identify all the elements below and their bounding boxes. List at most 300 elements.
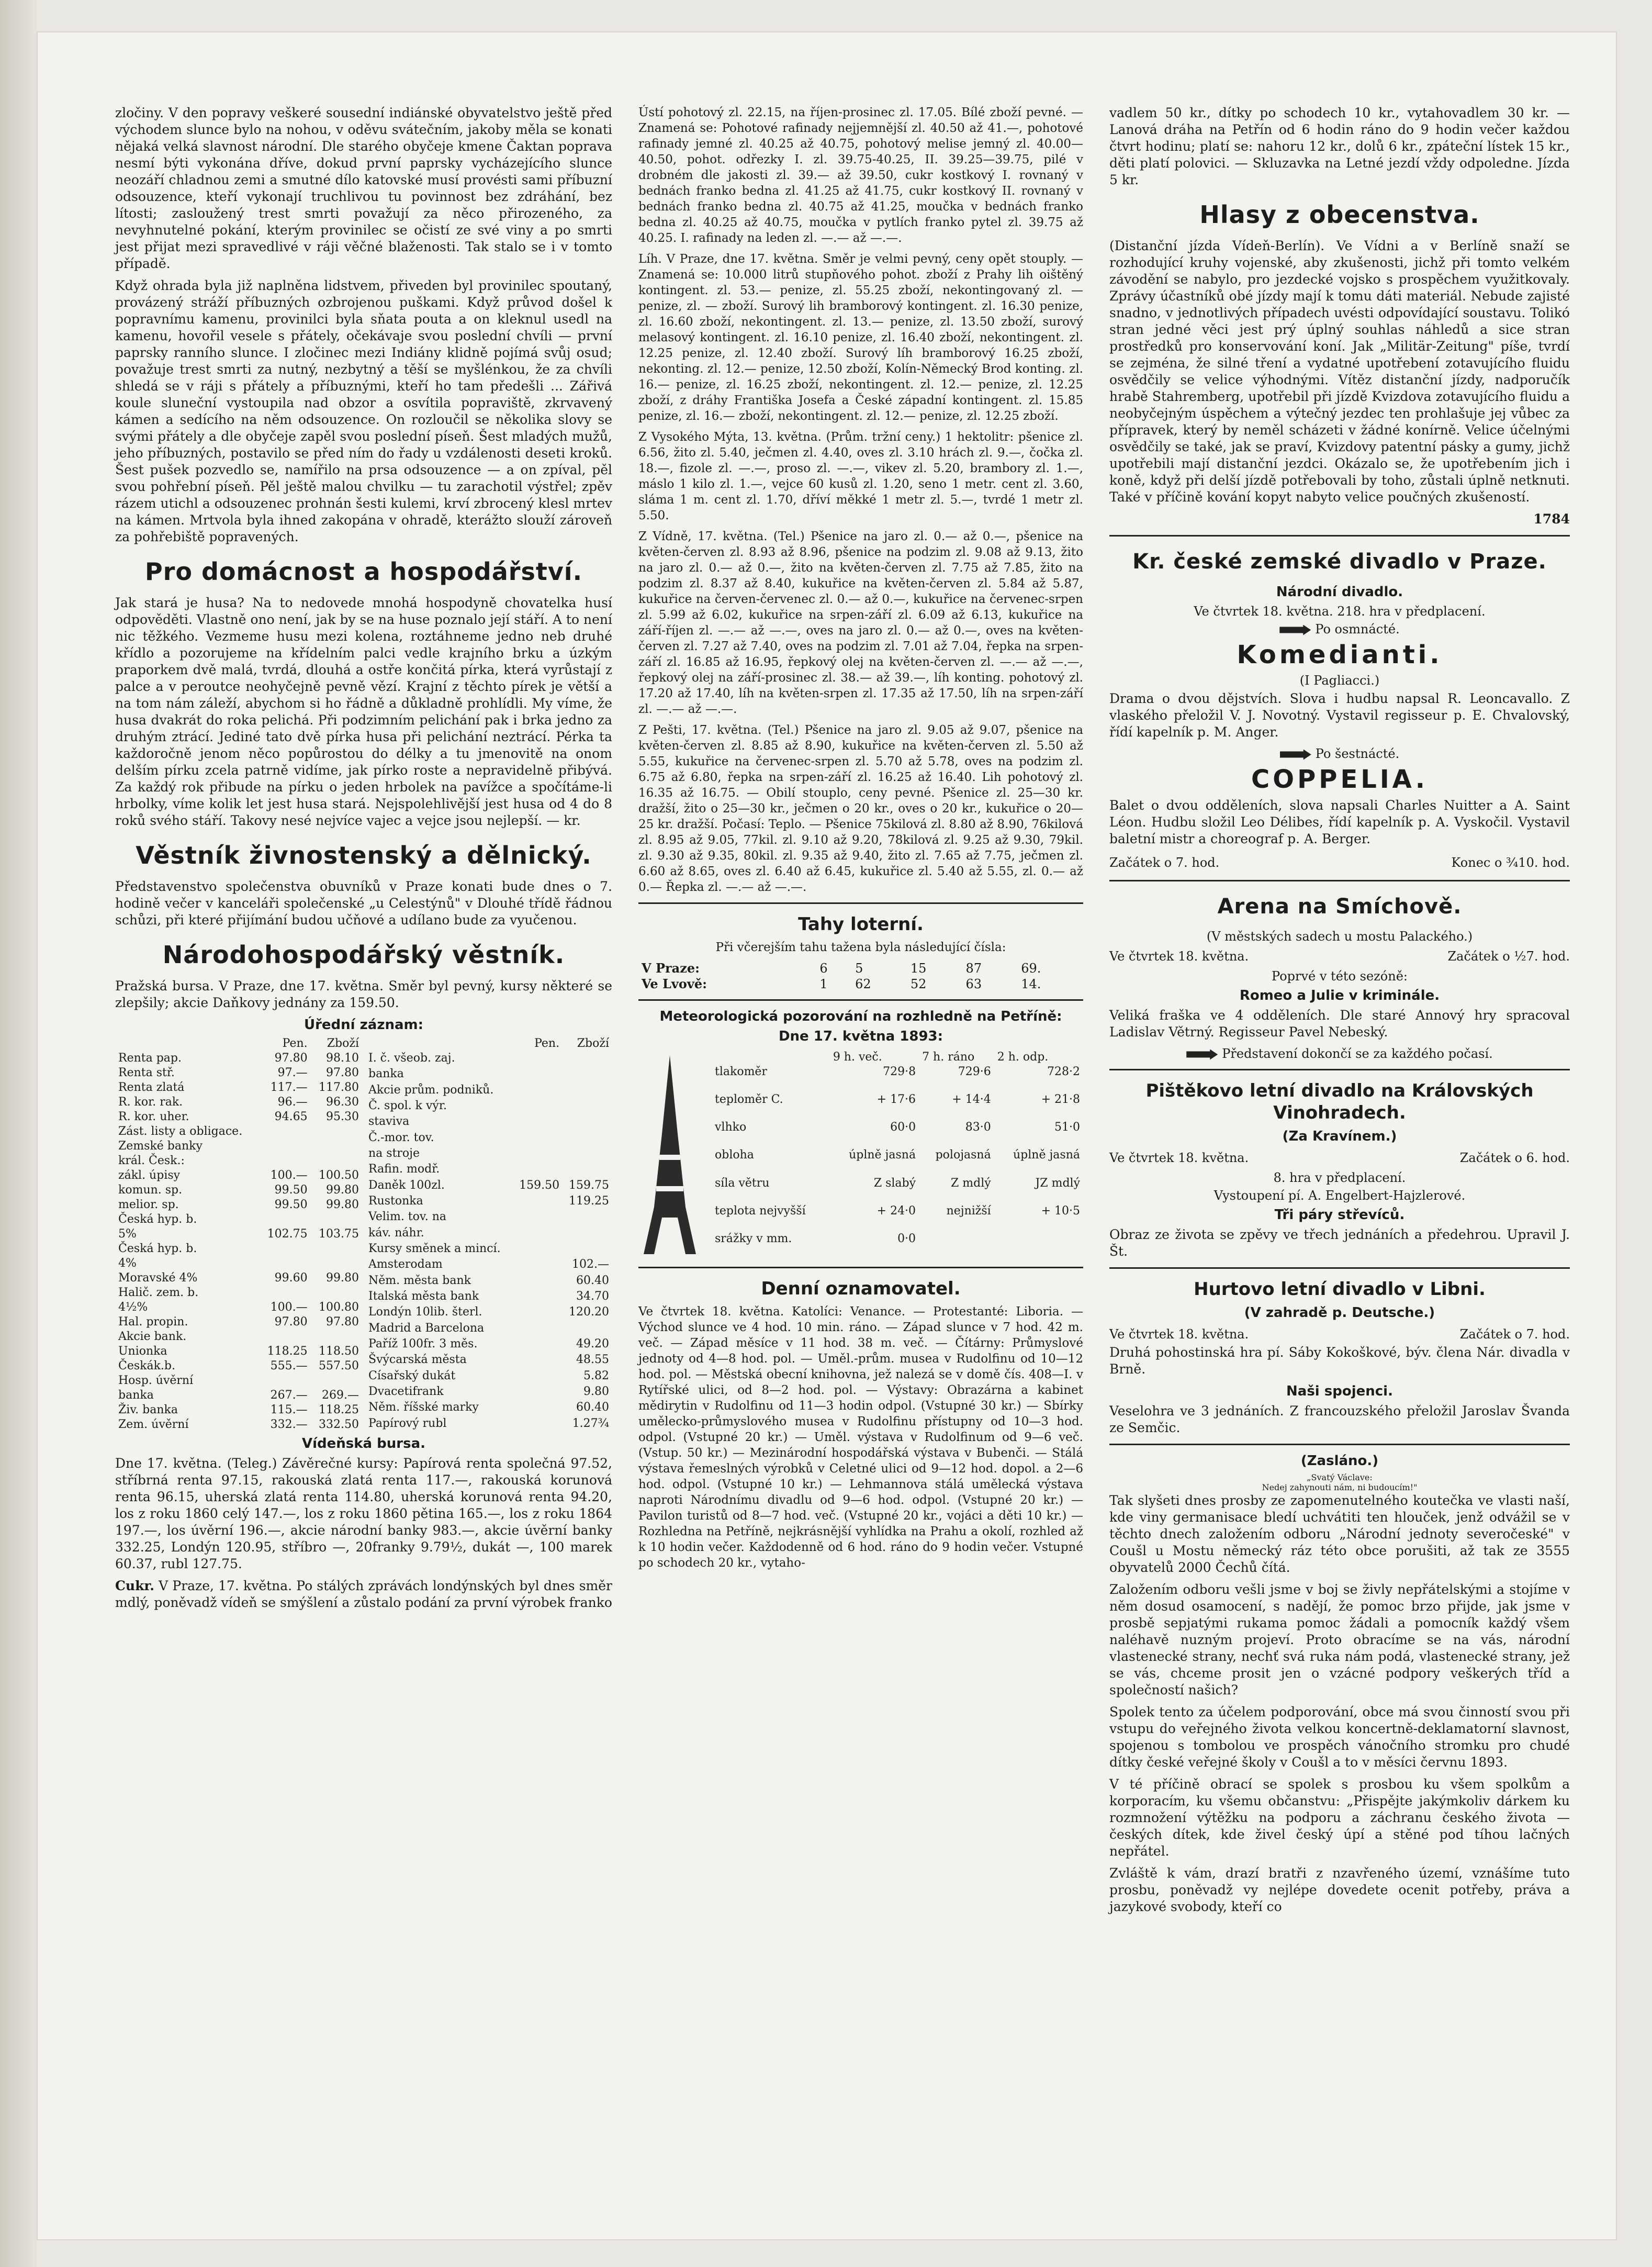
bourse-left-cell: 97.80	[326, 1315, 359, 1328]
lottery-number: 14.	[1021, 977, 1041, 991]
sent-paragraph-3: Spolek tento za účelem podporování, obce má svou činností svou při vstupu do veřejného života velkou koncertně-deklamatorní slavnost, spojenou s tombolou ve prospěch vánočního stromku pro chudé dítky české veřejné školy v Coušl a to v měsíci červnu 1893.	[1109, 1704, 1570, 1770]
bourse-left-cell: 97.—	[277, 1066, 308, 1079]
bourse-left-cell	[311, 1124, 362, 1139]
bourse-right-cell	[513, 1146, 563, 1162]
bourse-right-cell	[563, 1099, 612, 1114]
market-paragraph-3: Z Vysokého Mýta, 13. května. (Prům. tržní ceny.) 1 hektolitr: pšenice zl. 6.56, žito zl. 5.40, ječmen zl. 4.40, oves zl. 3.10 hrách zl. 9.—, čočka zl. 18.—, fizole zl. —.—, proso zl. —.—, vikev zl. 5.20, brambory zl. 1.—, máslo 1 kilo zl. 1.—, vejce 60 kusů zl. 1.20, seno 1 metr. cent zl. 3.60, sláma 1 m. cent zl. 1.70, dříví měkké 1 metr zl. 5.—, tvrdé 1 metr zl. 5.50.	[638, 430, 1083, 522]
theatre4-desc2: Veselohra ve 3 jednáních. Z francouzského přeložil Jaroslav Švanda ze Semčic.	[1109, 1403, 1570, 1435]
theatre2-line1: Ve čtvrtek 18. května.	[1109, 949, 1249, 964]
column-1	[115, 105, 612, 1616]
bourse-left-cell: 97.80	[274, 1052, 308, 1065]
theatre1-heading: Kr. české zemské divadlo v Praze.	[1132, 550, 1547, 574]
bourse-right-cell	[563, 1210, 612, 1225]
lottery-number: 87	[965, 961, 982, 976]
theatre2-line2: Poprvé v této sezóně:	[1272, 969, 1408, 984]
bourse-right-cell	[513, 1051, 563, 1067]
bourse-right-cell: Paříž 100fr. 3 měs.	[368, 1337, 478, 1350]
bourse-right-cell: na stroje	[368, 1146, 420, 1160]
bourse-right-row	[365, 1051, 612, 1067]
bourse-left-cell	[311, 1330, 362, 1344]
column-3	[1109, 105, 1570, 1920]
theatre4-start: Začátek o 7. hod.	[1459, 1327, 1570, 1342]
bourse-right-cell: Amsterodam	[368, 1258, 443, 1271]
bourse-right-cell: 9.80	[583, 1384, 609, 1398]
bourse-left-cell: Živ. banka	[118, 1403, 178, 1416]
bourse-left-cell: Moravské 4%	[118, 1271, 198, 1285]
bourse-left-cell	[311, 1256, 362, 1271]
bourse-right-row	[365, 1099, 612, 1114]
bourse-right-row	[365, 1146, 612, 1162]
bourse-right-row	[365, 1400, 612, 1416]
market-paragraph-5: Z Pešti, 17. května. (Tel.) Pšenice na jaro zl. 9.05 až 9.07, pšenice na květen-červen zl. 8.85 až 8.90, kukuřice na květen-červen zl. 5.50 až 5.55, kukuřice na červenec-srpen zl. 5.70 až 5.78, oves na podzim zl. 6.75 až 6.80, řepka na srpen-září zl. 16.25 až 16.40. Lih pohotový zl. 16.35 až 16.75. — Obilí stouplo, ceny pevné. Pšenice zl. 25—30 kr. dražší, žito o 25—30 kr., ječmen o 20 kr., oves o 20 kr., kukuřice o 20—25 kr. dražší. Počasí: Teplo. — Pšenice 75kilová zl. 8.80 až 8.90, 76kilová zl. 8.95 až 9.05, 77kil. zl. 9.10 až 9.20, 78kilová zl. 9.25 až 9.30, 79kil. zl. 9.30 až 9.35, 80kil. zl. 9.35 až 9.40, žito zl. 7.65 až 7.75, ječmen zl. 6.60 až 8.65, oves zl. 6.40 až 6.45, kukuřice zl. 5.40 až 5.55, zl. 0.— až 0.— Řepka zl. —.— až —.—.	[638, 723, 1083, 894]
meteo-cell: 729·6	[958, 1065, 991, 1078]
lottery-intro: Při včerejším tahu tažena byla následující čísla:	[715, 941, 1006, 954]
bourse-left-row	[115, 1242, 362, 1256]
bourse-left-cell	[259, 1139, 310, 1154]
bourse-right-cell	[563, 1226, 612, 1242]
bourse-left-head	[115, 1036, 362, 1051]
meteo-head-1: 9 h. več.	[833, 1051, 882, 1064]
bourse-left-cell	[311, 1373, 362, 1388]
lottery-number: 1	[819, 977, 828, 991]
bourse-right-row	[365, 1210, 612, 1225]
bourse-left-row	[115, 1330, 362, 1344]
bourse-right-row	[365, 1384, 612, 1400]
bourse-left-cell: 97.80	[274, 1315, 308, 1328]
meteo-row	[712, 1092, 1083, 1120]
bourse-left-cell: Zem. úvěrní	[118, 1418, 189, 1431]
meteo-cell: + 21·8	[1041, 1093, 1080, 1107]
bourse-right-cell	[563, 1131, 612, 1146]
bourse-left-row	[115, 1373, 362, 1388]
bourse-right-cell	[563, 1083, 612, 1099]
theatre2-start: Začátek o ½7. hod.	[1447, 949, 1570, 964]
bourse-right-cell: Č.-mor. tov.	[368, 1131, 434, 1144]
bourse-left-row	[115, 1286, 362, 1300]
theatre3-line1: Ve čtvrtek 18. května.	[1109, 1151, 1249, 1165]
bourse-left-cell: král. Česk.:	[118, 1154, 185, 1167]
bourse-right-cell: 5.82	[583, 1369, 609, 1382]
bourse-left-cell: 557.50	[319, 1359, 359, 1372]
bourse-right-cell	[563, 1162, 612, 1178]
bourse-left-cell: 118.50	[319, 1345, 359, 1358]
bourse-left-cell: Hal. propin.	[118, 1315, 188, 1328]
bourse-left-row	[115, 1198, 362, 1212]
page-binding	[0, 0, 37, 2267]
bourse-left-row	[115, 1256, 362, 1271]
bourse-right-cell: Rafin. modř.	[368, 1163, 440, 1176]
sent-sub: „Svatý Václave:	[1307, 1472, 1373, 1482]
bourse-left-cell	[259, 1330, 310, 1344]
bourse-left-row	[115, 1212, 362, 1227]
voices-note: 1784	[1533, 511, 1570, 527]
meteo-cell: síla větru	[715, 1176, 770, 1190]
bourse-left-cell: 118.25	[267, 1345, 308, 1358]
bourse-left-cell: 100.80	[319, 1301, 359, 1314]
bourse-right-cell	[513, 1369, 563, 1384]
theatre2-heading: Arena na Smíchově.	[1217, 895, 1462, 919]
column-2	[638, 105, 1083, 1576]
bourse-left-cell: Zást. listy a obligace.	[118, 1125, 243, 1138]
bourse-right-row	[365, 1353, 612, 1368]
bourse-right-cell	[513, 1353, 563, 1368]
bourse-right-cell: staviva	[368, 1115, 410, 1129]
daily-text: Ve čtvrtek 18. května. Katolíci: Venance. — Protestanté: Liboria. — Východ slunce ve 4 hod. 10 min. ráno. — Západ slunce v 7 hod. 42 m. več. — Západ měsíce v 11 hod. 38 m. več. — Čítárny: Průmyslové jednoty od 4—8 hod. pol. — Uměl.-prům. musea v Rudolfinu od 10—12 hod. pol. — Městská obecní knihovna, jež nalezá se v domě čís. 408—I. v Rytířské ulici, od 8—2 hod. pol. — Výstavy: Obrazárna a kabinet mědirytin v Rudolfinu od 11—3 hodin odpol. (Vstupné 30 kr.) — Sbírky umělecko-průmyslového musea v Rudolfinu přístupny od 10—3 hod. odpol. (Vstupné 20 kr.) — Uměl. výstava v Rudolfinum od 9—6 več. (Vstup. 50 kr.) — Mezinárodní hospodářská výstava v Bubenči. — Stálá výstava řemeslných výrobků v Celetné ulici od 9—12 hod. dopol. a 2—6 hod. odpol. (Vstupné 10 kr.) — Lehmannova stálá umělecká výstava naproti Národnímu divadlu od 9—6 hod. odpol. (Vstupné 20 kr.) — Pavilon turistů od 8—7 hod. več. (Vstupné 20 kr., vojáci a děti 10 kr.) — Rozhledna na Petříně, nejkrásnější vyhlídka na Prahu a okolí, rozhled až k 10 hodin večer. Každodenně od 6 hod. ráno do 9 hodin večer. Vstupné po schodech 20 kr., vytaho-	[638, 1305, 1083, 1570]
economy-heading: Národohospodářský věstník.	[162, 941, 565, 969]
lottery-table	[638, 961, 1083, 992]
theatre1-title-sub: (I Pagliacci.)	[1299, 673, 1380, 688]
bourse-right-row	[365, 1305, 612, 1321]
meteo-cell: + 17·6	[876, 1093, 916, 1107]
theatre1-start: Začátek o 7. hod.	[1109, 855, 1220, 870]
intro-paragraph-1: zločiny. V den popravy veškeré sousední indiánské obyvatelstvo ještě před východem slunce bylo na nohou, v oděvu svátečním, jakoby měla se konati nějaká velká slavnost národní. Dle starého obyčeje kmene Čaktan poprava nesmí býti vykonána dříve, dokud první paprsky vycházejícího slunce neozáří chladnou zemi a smutné dílo katovské musí provésti sami příbuzní odsouzence, kteří vykonají truchlivou tu povinnost bez zdráhání, bez lítosti; zasloužený trest smrti považují za něco přirozeného, za nevyhnutelné pokání, kterým provinilec se očistí ze své viny a po smrti jest přijat mezi spravedlivé v ráji věčné blaženosti. Tak stalo se i v tomto případě.	[115, 105, 612, 271]
bourse-left-cell	[259, 1124, 310, 1139]
market-paragraph-1: Ústí pohotový zl. 22.15, na říjen-prosinec zl. 17.05. Bílé zboží pevné. — Znamená se: Pohotové rafinady nejjemnější zl. 40.50 až 41.—, pohotové rafinady jemné zl. 40.25 až 40.75, pohotový melise jemný zl. 40.00—40.50, pohot. odřezky I. zl. 39.75-40.25, II. 39.25—39.75, pilé v drobném dle jakosti zl. 39.— až 39.50, cukr kostkový I. rovnaný v bednách franko bedna zl. 41.25 až 41.75, cukr kostkový II. rovnaný v bednách franko bedna zl. 40.75 až 41.25, moučka v bednách franko bedna zl. 40.25 až 40.75, moučka v pytlích franko pytel zl. 39.75 až 40.25. I. rafinady na leden zl. —.— až —.—.	[638, 106, 1083, 245]
bourse-left-row	[115, 1183, 362, 1198]
bourse-right-cell	[563, 1321, 612, 1337]
bourse-left-cell	[259, 1286, 310, 1300]
bourse-right-cell: 120.20	[569, 1305, 609, 1319]
pointing-hand-icon	[1280, 750, 1311, 760]
lottery-row	[638, 961, 1083, 976]
bourse-tables	[115, 1036, 612, 1432]
bourse-left-cell: Česká hyp. b.	[118, 1213, 197, 1226]
bourse-right-table	[365, 1036, 612, 1432]
bourse-right-row	[365, 1242, 612, 1257]
bourse-right-cell: Velim. tov. na	[368, 1210, 446, 1224]
theatre3-heading: Pištěkovo letní divadlo na Královských Vinohradech.	[1145, 1080, 1534, 1123]
meteo-cell: úplně jasná	[1013, 1148, 1080, 1162]
meteo-cell	[919, 1232, 994, 1259]
left-head-1: Pen.	[282, 1037, 308, 1050]
bourse-left-cell: Unionka	[118, 1345, 167, 1358]
meteo-row	[712, 1148, 1083, 1176]
bourse-intro: Pražská bursa. V Praze, dne 17. května. Směr byl pevný, kursy některé se zlepšily; akcie Daňkovy jednány za 159.50.	[115, 978, 612, 1010]
divider	[638, 902, 1083, 904]
theatre3-sub: (Za Kravínem.)	[1282, 1129, 1397, 1144]
bourse-right-row	[365, 1226, 612, 1242]
meteo-cell: + 24·0	[876, 1204, 916, 1218]
theatre1-line2: Po osmnácté.	[1109, 621, 1570, 637]
bourse-right-cell: Dvacetifrank	[368, 1384, 444, 1398]
bourse-right-row	[365, 1337, 612, 1353]
bourse-left-cell: Akcie bank.	[118, 1330, 187, 1343]
bourse-right-row	[365, 1369, 612, 1384]
bourse-right-cell	[563, 1051, 612, 1067]
divider	[1109, 1069, 1570, 1070]
voices-heading: Hlasy z obecenstva.	[1199, 200, 1480, 229]
theatre4-desc: Druhá pohostinská hra pí. Sáby Kokoškové, býv. člena Nár. divadla v Brně.	[1109, 1345, 1570, 1377]
bourse-right-cell	[513, 1257, 563, 1273]
bourse-left-cell: 99.50	[274, 1183, 308, 1197]
theatre1-title: Komedianti.	[1237, 640, 1443, 669]
theatre4-sub: (V zahradě p. Deutsche.)	[1244, 1305, 1435, 1321]
bourse-right-cell: káv. náhr.	[368, 1226, 424, 1239]
bourse-right-cell: Něm. města bank	[368, 1274, 471, 1287]
market-paragraph-2: Líh. V Praze, dne 17. května. Směr je velmi pevný, ceny opět stouply. — Znamená se: 10.000 litrů stupňového pohot. zboží z Prahy lih oištěný kontingent. zl. 53.— penize, zl. 55.25 zboží, nekontingovaný zl. — penize, zl. — zboží. Surový lih bramborový kontingent. zl. 16.30 penize, zl. 16.60 zboží, nekontingent. zl. 13.— penize, zl. 13.50 zboží, surový melasový kontingent. zl. 16.10 penize, zl. 16.40 zboží, nekontingent. zl. 12.25 penize, zl. 12.40 zboží. Surový líh bramborový 16.25 zboží, nekonting. zl. 12.— penize, 12.50 zboží, Kolín-Německý Brod konting. zl. 16.— penize, zl. 16.25 zboží, nekontingent. zl. 12.— penize, zl. 12.25 zboží, z dráhy Františka Josefa a České západní kontingent. zl. 15.85 penize, zl. 16.— zboží, nekontingent. zl. 12.— penize, zl. 12.25 zboží.	[638, 252, 1083, 423]
theatre3-title: Tři páry střevíců.	[1274, 1207, 1405, 1223]
meteo-table	[712, 1050, 1083, 1259]
bourse-right-cell	[513, 1067, 563, 1082]
meteo-row	[712, 1232, 1083, 1259]
sent-heading: (Zasláno.)	[1300, 1453, 1379, 1469]
bourse-left-cell: 100.50	[319, 1169, 359, 1182]
bourse-right-cell	[513, 1289, 563, 1305]
bourse-right-cell	[513, 1194, 563, 1210]
bourse-left-cell	[311, 1212, 362, 1227]
bourse-right-cell: Italská města bank	[368, 1289, 479, 1303]
bourse-right-row	[365, 1131, 612, 1146]
top-text: vadlem 50 kr., dítky po schodech 10 kr., vytahovadlem 30 kr. — Lanová dráha na Petřín od 6 hodin ráno do 9 hodin večer každou čtvrt hodinu; platí se: nahoru 12 kr., dolů 6 kr., zpáteční lístek 15 kr., děti platí polovici. — Skluzavka na Letné jezdí vždy odpoledne. Jízda 5 kr.	[1109, 105, 1570, 187]
theatre1-title2: COPPELIA.	[1251, 765, 1428, 794]
sent-paragraph-5: Zvláště k vám, drazí bratři z nzavřeného území, vznášíme tuto prosbu, poněvadž vy nejlépe dovedete ocenit potřeby, práva a jazykové svobody, kteří co	[1109, 1866, 1570, 1914]
meteo-head	[712, 1050, 1083, 1065]
lottery-place: Ve Lvově:	[642, 976, 707, 991]
theatre2-title: Romeo a Julie v kriminále.	[1239, 988, 1440, 1003]
divider	[1109, 1444, 1570, 1445]
bourse-right-cell	[513, 1384, 563, 1400]
bourse-left-cell: Zemské banky	[118, 1140, 203, 1153]
bourse-left-cell	[311, 1286, 362, 1300]
bourse-left-cell: Českák.b.	[118, 1359, 175, 1372]
bourse-left-cell: melior. sp.	[118, 1198, 179, 1211]
lottery-number: 69.	[1021, 961, 1041, 976]
bourse-left-row	[115, 1344, 362, 1359]
bourse-right-row	[365, 1083, 612, 1099]
newspaper-page	[37, 31, 1617, 2240]
tower-icon	[638, 1050, 701, 1259]
bourse-right-cell	[513, 1416, 563, 1432]
lottery-number: 63	[965, 977, 982, 991]
meteo-row	[712, 1176, 1083, 1204]
theatre-liben	[1109, 1278, 1570, 1436]
bourse-right-cell: Madrid a Barcelona	[368, 1321, 485, 1335]
bourse-left-cell: 98.10	[326, 1052, 359, 1065]
daily-heading: Denní oznamovatel.	[761, 1278, 961, 1299]
meteo-cell: tlakoměr	[715, 1065, 767, 1078]
bourse-left-cell: 269.—	[322, 1389, 359, 1402]
bourse-right-cell	[513, 1321, 563, 1337]
bourse-right-cell	[513, 1162, 563, 1178]
bourse-left-table	[115, 1036, 362, 1432]
bourse-left-row	[115, 1271, 362, 1286]
meteo-cell: Z mdlý	[951, 1176, 991, 1190]
sent-paragraph-2: Založením odboru vešli jsme v boj se živly nepřátelskými a stojíme v něm dosud osamocení, s nadějí, že pomoc brzo přijde, jak jsme v prosbě sepjatými rukama pomoc žádali a pomocník každý všem naléhavě nuzným projeví. Proto obracíme se na vás, národní vlastenecké strany, nechť svá ruka nám podá, vlastenecké strany, jež se vás, chceme prosit jen o vzácné podpory veškerých tříd a společností našich?	[1109, 1582, 1570, 1698]
intro-paragraph-2: Když ohrada byla již naplněna lidstvem, přiveden byl provinilec spoutaný, provázený stráží příbuzných ozbrojenou puškami. Když průvod došel k popravnímu kamenu, provinilci byla sňata pouta a on kleknul usedl na kamenu, hovořil vesele s přátely, očekávaje svou poslední chvíli — první paprsky ranního slunce. I zločinec mezi Indiány klidně pojímá svůj osud; považuje trest smrti za nutný, nezbytný a těší se myšlénkou, že za chvíli shledá se v ráji s přátely a příbuznými, kteří ho tam předešli ... Zářivá koule sluneční vystoupila nad obzor a osvítila popraviště, zkrvavený kámen a sedícího na něm odsouzence. On rozloučil se několika slovy se svými přátely a dle obyčeje zapěl svou poslední píseň. Šest mladých mužů, jeho příbuzných, postavilo se před ním do řady u vzdálenosti deseti kroků. Šest pušek pozvedlo se, namířilo na prsa odsouzence — a on zpíval, pěl svou pohřební píseň. Pěl ještě malou chvilku — tu zarachotil výstřel; zpěv rázem utichl a odsouzenec prohnán šesti kulemi, krví zbrocený klesl mrtev na kámen. Mrtvola byla ihned zakopána v ohradě, kterážto slouží zároveň za pohřebiště popravených.	[115, 278, 612, 544]
meteo-cell: JZ mdlý	[1035, 1176, 1080, 1190]
right-head-1: Pen.	[534, 1037, 560, 1050]
vienna-text: Dne 17. května. (Teleg.) Závěrečné kursy: Papírová renta společná 97.52, stříbrná renta 97.15, rakouská zlatá renta 117.—, rakouská korunová renta 96.15, uherská zlatá renta 114.80, uherská korunová renta 94.20, los z roku 1860 celý 147.—, los z roku 1860 pětina 165.—, los z roku 1864 197.—, los úvěrní 196.—, akcie národní banky 983.—, akcie úvěrní banky 332.25, Londýn 120.95, stříbro —, 20franky 9.79½, dukát —, 100 marek 60.37, rubl 127.75.	[115, 1456, 612, 1571]
bourse-left-row	[115, 1300, 362, 1315]
bourse-left-cell	[259, 1256, 310, 1271]
bourse-left-cell: 4%	[118, 1257, 137, 1270]
lottery-heading: Tahy loterní.	[798, 914, 924, 935]
bourse-right-cell: banka	[368, 1067, 404, 1081]
bourse-right-cell: 159.50	[519, 1178, 560, 1192]
lottery-number: 5	[855, 961, 863, 976]
pointing-hand-icon	[1279, 625, 1311, 635]
bourse-left-cell: komun. sp.	[118, 1183, 183, 1197]
bourse-left-cell: zákl. úpisy	[118, 1169, 181, 1182]
meteo-cell: srážky v mm.	[715, 1232, 792, 1245]
bourse-right-row	[365, 1194, 612, 1210]
theatre4-line1: Ve čtvrtek 18. května.	[1109, 1327, 1249, 1342]
voices-text: (Distanční jízda Vídeň-Berlín). Ve Vídni a v Berlíně snaží se rozhodující kruhy vojenské, aby zkušenosti, jichž při tomto velkém závodění se nabylo, pro jezdecké vojsko s prospěchem využitkovaly. Zprávy účastníků obé jízdy mají k tomu dáti materiál. Nebude zajisté snadno, v jednotlivých případech uvésti odpovídající soustavu. Tolikó stran jedné věci jest prý úplný souhlas náhledů a sice stran prostředků pro konservování koní. Jak „Militär-Zeitung" píše, tvrdí se zejména, že silné tření a vydatné upotřebení zotavujícího fluidu osvědčily se velice výhodnými. Vítěz distanční jízdy, nadporučík hrabě Stahremberg, upotřebil při jízdě Kvizdova zotavujícího fluidu a neobyčejným úspěchem a výtečný jezdec ten prohlašuje jej vůbec za přípravek, který by neměl scházeti v žádné konírně. Velice účelnými osvědčily se také, jak se praví, Kvizdovy patentní pásky a gumy, jichž upotřebili mají distanční jezdci. Okázalo se, že upotřebením jich i koně, když při delší jízdě potřebovali by toho, zůstali úplně netknuti. Také v příčině kování kopyt nabyto velice poučných zkušeností.	[1109, 238, 1570, 505]
home-heading: Pro domácnost a hospodářství.	[144, 557, 583, 586]
bourse-left-cell: 5%	[118, 1227, 137, 1241]
theatre3-line3: Vystoupení pí. A. Engelbert-Hajzlerové.	[1213, 1188, 1466, 1203]
bourse-right-cell: 102.—	[572, 1258, 609, 1271]
meteo-cell: 51·0	[1054, 1121, 1080, 1134]
eiffel-tower-illustration	[638, 1050, 701, 1259]
bourse-right-cell: Daněk 100zl.	[368, 1178, 445, 1192]
meteo-head-3: 2 h. odp.	[997, 1051, 1049, 1064]
bourse-left-cell: 94.65	[274, 1110, 308, 1123]
bourse-left-cell: 555.—	[270, 1359, 308, 1372]
bourse-left-row	[115, 1080, 362, 1095]
meteo-block	[638, 1050, 1083, 1259]
bourse-left-cell: 117.80	[319, 1081, 359, 1094]
lottery-number: 52	[910, 977, 927, 991]
bourse-left-cell: 96.—	[277, 1096, 308, 1109]
bourse-right-cell: 48.55	[576, 1353, 609, 1367]
bourse-left-cell: Halič. zem. b.	[118, 1286, 199, 1299]
bourse-left-cell: 95.30	[326, 1110, 359, 1123]
bourse-right-cell	[513, 1337, 563, 1353]
meteo-cell: 83·0	[965, 1121, 991, 1134]
bourse-right-cell: 60.40	[576, 1401, 609, 1414]
bourse-right-cell	[563, 1146, 612, 1162]
bourse-left-cell: 332.50	[319, 1418, 359, 1431]
right-head-0	[365, 1036, 513, 1051]
lottery-row	[638, 976, 1083, 992]
bourse-left-cell: banka	[118, 1389, 154, 1402]
bourse-right-cell	[563, 1067, 612, 1082]
meteo-cell: teplota nejvyšší	[715, 1204, 806, 1218]
bourse-right-cell: Švýcarská města	[368, 1353, 467, 1367]
bourse-left-row	[115, 1051, 362, 1066]
divider	[1109, 535, 1570, 537]
bourse-right-row	[365, 1114, 612, 1130]
bourse-right-row	[365, 1067, 612, 1082]
bourse-right-cell: 49.20	[576, 1337, 609, 1350]
home-paragraph: Jak stará je husa? Na to nedovede mnohá hospodyně chovatelka husí odpověděti. Vlastně ono není, jak by se na huse poznalo její stáří. A to není nic těžkého. Vezmeme husu mezi kolena, roztáhneme jedno neb druhé křídlo a pozorujeme na křídelním palci vedle krajního brku a úzkým praporkem dvě malá, tvrdá, dlouhá a ostře končitá pírka, která vyrůstají z palce a v peroutce neohyčejně pevně vězí. Krajní z těchto pírek je větší a na tom nám záleží, abychom si ho řádně a důkladně prohlídli. My víme, že husa dvakrát do roka pelichá. Při podzimním pelichání pak i brka jedno za druhým ztrácí. Jediné tato dvě pírka husa při pelichání neztrácí. Pérka ta každoročně jenom něco popůrostou do délky a tu jmenovitě na onom delším pírku zcela patrně vidíme, jak pírko roste a nepravidelně přibývá. Za každý rok přibude na pírku o jeden hrbolek na pavížce a spočítáme-li hrbolky, víme kolik let jest husa stará. Nejspolehlivější jest husa od 4 do 8 roků svého stáří. Takovy nesé nejvíce vajec a vejce jsou nejlepší. — kr.	[115, 595, 612, 828]
bourse-left-cell	[259, 1212, 310, 1227]
meteo-cell: 729·8	[883, 1065, 916, 1078]
bourse-right-row	[365, 1274, 612, 1289]
bourse-right-cell: Akcie prům. podniků.	[368, 1083, 494, 1097]
meteo-cell: polojasná	[935, 1148, 991, 1162]
bourse-left-row	[115, 1124, 362, 1139]
bourse-left-row	[115, 1154, 362, 1168]
bourse-left-cell: 100.—	[270, 1169, 308, 1182]
bourse-right-row	[365, 1289, 612, 1305]
meteo-head-0	[712, 1050, 830, 1065]
bourse-left-cell: 4½%	[118, 1301, 148, 1314]
lottery-number: 15	[910, 961, 927, 976]
bourse-left-row	[115, 1388, 362, 1403]
theatre3-start: Začátek o 6. hod.	[1459, 1151, 1570, 1165]
bourse-right-cell	[563, 1242, 612, 1257]
bourse-left-row	[115, 1315, 362, 1330]
bourse-right-cell	[513, 1131, 563, 1146]
bourse-right-cell: Č. spol. k výr.	[368, 1099, 447, 1112]
table-caption: Úřední záznam:	[304, 1017, 423, 1033]
meteo-cell: teploměr C.	[715, 1093, 783, 1107]
trade-heading: Věstník živnostenský a dělnický.	[136, 841, 592, 869]
meteo-cell: vlhko	[715, 1121, 747, 1134]
bourse-right-cell: Londýn 10lib. šterl.	[368, 1305, 482, 1319]
theatre4-title: Naši spojenci.	[1286, 1383, 1393, 1399]
meteo-cell	[994, 1232, 1083, 1259]
bourse-right-cell	[513, 1210, 563, 1225]
meteo-cell: 728·2	[1047, 1065, 1080, 1078]
bourse-right-cell: Císařský dukát	[368, 1369, 456, 1382]
bourse-left-row	[115, 1110, 362, 1124]
theatre1-line1: Ve čtvrtek 18. května. 218. hra v předplacení.	[1194, 604, 1486, 619]
bourse-left-cell: 99.50	[274, 1198, 308, 1211]
divider	[638, 1267, 1083, 1268]
bourse-left-cell: Česká hyp. b.	[118, 1242, 197, 1255]
divider	[1109, 880, 1570, 881]
meteo-cell: obloha	[715, 1148, 754, 1162]
bourse-right-row	[365, 1257, 612, 1273]
divider	[1109, 1267, 1570, 1269]
bourse-right-row	[365, 1178, 612, 1194]
theatre1-desc: Drama o dvou dějstvích. Slova i hudbu napsal R. Leoncavallo. Z vlaského přeložil V. J. Novotný. Vystavil regisseur p. E. Chvalovský, řídí kapelník p. M. Anger.	[1109, 691, 1570, 740]
lottery-place: V Praze:	[642, 961, 700, 976]
bourse-left-cell: 102.75	[267, 1227, 308, 1241]
meteo-head-2: 7 h. ráno	[922, 1051, 975, 1064]
right-head-2: Zboží	[577, 1037, 609, 1050]
sent-paragraph-4: V té příčině obrací se spolek s prosbou ku všem spolkům a korporacím, ku všemu občanstvu: „Přispějte jakýmkoliv dárkem ku rozmnožení výtěžku na podporu a záchranu českého života — českých dítek, kde živel český úpí a stěné pod tíhou lačných nepřátel.	[1109, 1777, 1570, 1859]
meteo-cell: úplně jasná	[849, 1148, 916, 1162]
meteo-row	[712, 1065, 1083, 1092]
bourse-left-cell: 96.30	[326, 1096, 359, 1109]
theatre4-heading: Hurtovo letní divadlo v Libni.	[1194, 1279, 1486, 1300]
sugar-text: V Praze, 17. května. Po stálých zprávách londýnských byl dnes směr mdlý, poněvadž vídeň se smýšlení a zůstalo podání za první výrobek franko	[115, 1578, 612, 1610]
theatre2-note: Představení dokončí se za každého počasí.	[1109, 1046, 1570, 1062]
meteo-heading: Meteorologická pozorování na rozhledně na Petříně:	[659, 1009, 1062, 1024]
market-paragraph-4: Z Vídně, 17. května. (Tel.) Pšenice na jaro zl. 0.— až 0.—, pšenice na květen-červen zl. 8.93 až 8.96, pšenice na podzim zl. 9.08 až 9.13, žito na jaro zl. 0.— až 0.—, žito na květen-červen zl. 7.75 až 7.85, žito na podzim zl. 8.37 až 8.40, kukuřice na květen-červen zl. 5.84 až 5.87, kukuřice na červen-červenec zl. 0.— až 0.—, kukuřice na červenec-srpen zl. 5.99 až 6.02, kukuřice na srpen-září zl. 6.09 až 6.13, kukuřice na září-říjen zl. —.— až —.—, oves na jaro zl. 0.— až 0.—, oves na květen-červen zl. 7.27 až 7.40, oves na podzim zl. 7.01 až 7.04, řepka na srpen-září zl. 16.85 až 16.95, řepkový olej na květen-červen zl. —.— až —.—, řepkový olej na září-prosinec zl. 38.— až 39.—, líh konting. pohotový zl. 17.20 až 17.40, líh na květen-srpen zl. 17.35 až 17.50, líh na srpen-září zl. —.— až —.—.	[638, 530, 1083, 716]
meteo-cell: + 10·5	[1041, 1204, 1080, 1218]
bourse-left-row	[115, 1417, 362, 1432]
bourse-left-cell: 100.—	[270, 1301, 308, 1314]
bourse-left-row	[115, 1227, 362, 1242]
meteo-cell: 60·0	[890, 1121, 916, 1134]
bourse-left-row	[115, 1359, 362, 1373]
bourse-left-cell: 97.80	[326, 1066, 359, 1079]
bourse-left-cell	[311, 1154, 362, 1168]
trade-paragraph: Představenstvo společenstva obuvníků v Praze konati bude dnes o 7. hodině večer v kanceláři společenské „u Celestýnů" v Dlouhé třídě řádnou schůzi, při které přijímání budou učňové a udílano bude za vyučenou.	[115, 879, 612, 928]
bourse-left-cell: 117.—	[270, 1081, 308, 1094]
bourse-left-cell	[311, 1139, 362, 1154]
bourse-left-cell: 118.25	[319, 1403, 359, 1416]
meteo-row	[712, 1120, 1083, 1148]
theatre2-desc: Veliká fraška ve 4 odděleních. Dle staré Annový hry spracoval Ladislav Větrný. Regisseur Pavel Nebeský.	[1109, 1008, 1570, 1040]
meteo-cell: 0·0	[897, 1232, 916, 1245]
bourse-right-cell: Papírový rubl	[368, 1416, 447, 1430]
bourse-left-cell: Renta stř.	[118, 1066, 175, 1079]
bourse-left-row	[115, 1403, 362, 1417]
theatre1-sub: Národní divadlo.	[1276, 584, 1403, 600]
theatre2-sub: (V městských sadech u mostu Palackého.)	[1206, 929, 1473, 944]
bourse-left-cell: 115.—	[270, 1403, 308, 1416]
bourse-left-cell: 99.80	[326, 1271, 359, 1285]
bourse-left-cell: 99.80	[326, 1198, 359, 1211]
bourse-left-cell: R. kor. uher.	[118, 1110, 189, 1123]
bourse-right-row	[365, 1416, 612, 1432]
